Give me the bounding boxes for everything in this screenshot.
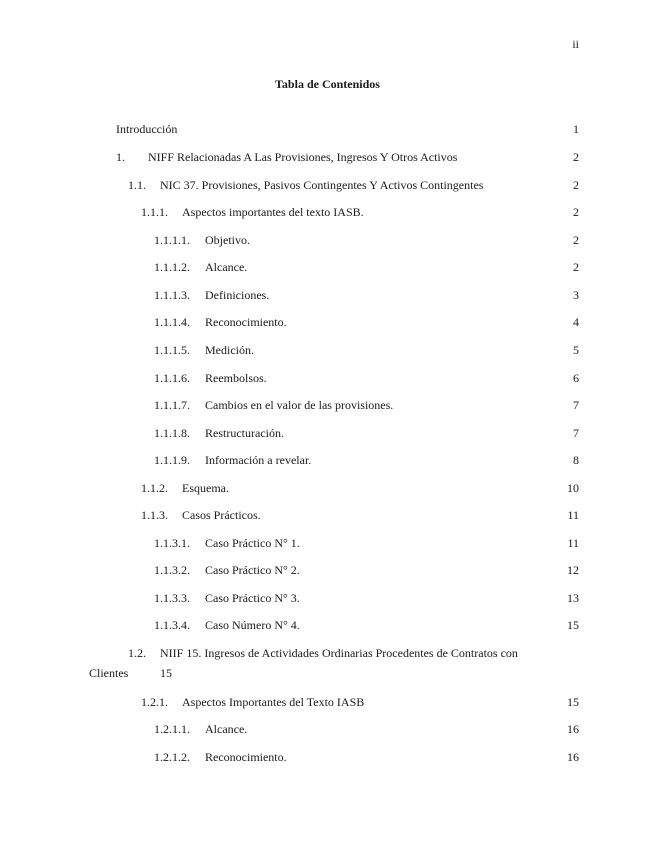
toc-entry-label: Información a revelar. <box>205 453 312 467</box>
toc-entry-number: 1.2.1.2. <box>154 750 190 764</box>
toc-entry-label: Objetivo. <box>205 233 250 247</box>
toc-entry-label: Caso Práctico N° 3. <box>205 591 300 605</box>
toc-entry-number: 1.1.3.2. <box>154 563 190 577</box>
toc-entry <box>0 589 655 607</box>
toc-entry <box>0 534 655 552</box>
toc-entry-continuation <box>89 664 172 682</box>
toc-entry <box>0 396 655 414</box>
toc-entry <box>0 120 655 138</box>
toc-entry-page: 15 <box>160 666 172 680</box>
toc-entry-page: 8 <box>573 453 579 467</box>
toc-entry-label: Reconocimiento. <box>205 315 287 329</box>
page-number: ii <box>572 37 579 51</box>
toc-entry-number: 1.1.1.9. <box>154 453 190 467</box>
toc-entry-page: 6 <box>573 371 579 385</box>
toc-entry-number: 1.1.1.2. <box>154 260 190 274</box>
toc-entry <box>0 616 655 634</box>
toc-entry-number: 1.1.2. <box>141 481 168 495</box>
toc-entry-number: 1.1.1.7. <box>154 398 190 412</box>
toc-entry-label-cont: Clientes <box>89 666 129 680</box>
toc-entry-page: 4 <box>573 315 579 329</box>
toc-entry-page: 7 <box>573 426 579 440</box>
toc-entry-page: 5 <box>573 343 579 357</box>
toc-entry-page: 13 <box>567 591 579 605</box>
toc-entry <box>0 176 655 194</box>
toc-entry-number: 1.1.1.4. <box>154 315 190 329</box>
toc-entry-label: Introducción <box>116 122 178 136</box>
toc-entry <box>0 203 655 221</box>
toc-entry <box>0 748 655 766</box>
toc-entry-number: 1.1.1.6. <box>154 371 190 385</box>
toc-entry <box>0 313 655 331</box>
toc-entry-number: 1.2. <box>128 646 146 660</box>
toc-entry <box>0 506 655 524</box>
toc-entry-page: 2 <box>573 150 579 164</box>
toc-entry-number: 1.1.3.1. <box>154 536 190 550</box>
toc-entry <box>0 286 655 304</box>
toc-entry-label: Caso Práctico N° 2. <box>205 563 300 577</box>
toc-entry-label: Cambios en el valor de las provisiones. <box>205 398 394 412</box>
toc-entry-page: 11 <box>567 536 579 550</box>
toc-entry-number: 1.1.1.1. <box>154 233 190 247</box>
toc-entry-page: 2 <box>573 260 579 274</box>
toc-entry-label: Casos Prácticos. <box>182 508 261 522</box>
toc-entry <box>0 258 655 276</box>
toc-entry <box>0 644 655 662</box>
toc-entry-label: Alcance. <box>205 722 248 736</box>
toc-entry-number: 1.1.3.4. <box>154 618 190 632</box>
toc-entry-label: Alcance. <box>205 260 248 274</box>
toc-entry-number: 1.2.1. <box>141 695 168 709</box>
toc-entry-label: Definiciones. <box>205 288 270 302</box>
toc-entry <box>0 231 655 249</box>
toc-entry <box>0 424 655 442</box>
toc-entry-page: 1 <box>573 122 579 136</box>
toc-entry-number: 1.1.3. <box>141 508 168 522</box>
toc-entry-page: 12 <box>567 563 579 577</box>
toc-entry-number: 1.1.1.5. <box>154 343 190 357</box>
toc-entry <box>0 148 655 166</box>
toc-entry-page: 16 <box>567 750 579 764</box>
toc-entry-page: 7 <box>573 398 579 412</box>
toc-entry-number: 1.2.1.1. <box>154 722 190 736</box>
toc-entry-page: 15 <box>567 695 579 709</box>
toc-entry-label: Medición. <box>205 343 254 357</box>
toc-entry-page: 2 <box>573 233 579 247</box>
toc-entry <box>0 451 655 469</box>
toc-entry-label: Caso Práctico N° 1. <box>205 536 300 550</box>
toc-entry-label: NIFF Relacionadas A Las Provisiones, Ingresos Y Otros Activos <box>148 150 458 164</box>
toc-entry <box>0 341 655 359</box>
toc-entry-label: Aspectos importantes del texto IASB. <box>182 205 364 219</box>
toc-entry-page: 2 <box>573 178 579 192</box>
toc-entry-label: Reembolsos. <box>205 371 267 385</box>
toc-entry-page: 3 <box>573 288 579 302</box>
toc-entry-label: NIIF 15. Ingresos de Actividades Ordinarias Procedentes de Contratos con <box>160 646 518 660</box>
toc-entry-label: Restructuración. <box>205 426 284 440</box>
toc-entry-label: Reconocimiento. <box>205 750 287 764</box>
toc-entry-number: 1.1.3.3. <box>154 591 190 605</box>
toc-entry <box>0 561 655 579</box>
toc-entry <box>0 720 655 738</box>
toc-entry-number: 1.1.1. <box>141 205 168 219</box>
toc-entry <box>0 693 655 711</box>
toc-entry-number: 1.1.1.3. <box>154 288 190 302</box>
toc-entry-page: 16 <box>567 722 579 736</box>
toc-entry-page: 15 <box>567 618 579 632</box>
toc-entry <box>0 479 655 497</box>
toc-entry <box>0 369 655 387</box>
toc-entry-label: Caso Número N° 4. <box>205 618 300 632</box>
toc-entry-label: NIC 37. Provisiones, Pasivos Contingentes Y Activos Contingentes <box>160 178 484 192</box>
toc-entry-page: 10 <box>567 481 579 495</box>
toc-entry-page: 11 <box>567 508 579 522</box>
toc-entry-label: Aspectos Importantes del Texto IASB <box>182 695 365 709</box>
toc-entry-number: 1.1.1.8. <box>154 426 190 440</box>
toc-entry-label: Esquema. <box>182 481 229 495</box>
toc-entry-page: 2 <box>573 205 579 219</box>
toc-entry-number: 1. <box>116 150 125 164</box>
toc-title: Tabla de Contenidos <box>275 77 380 91</box>
toc-entry-number: 1.1. <box>128 178 146 192</box>
